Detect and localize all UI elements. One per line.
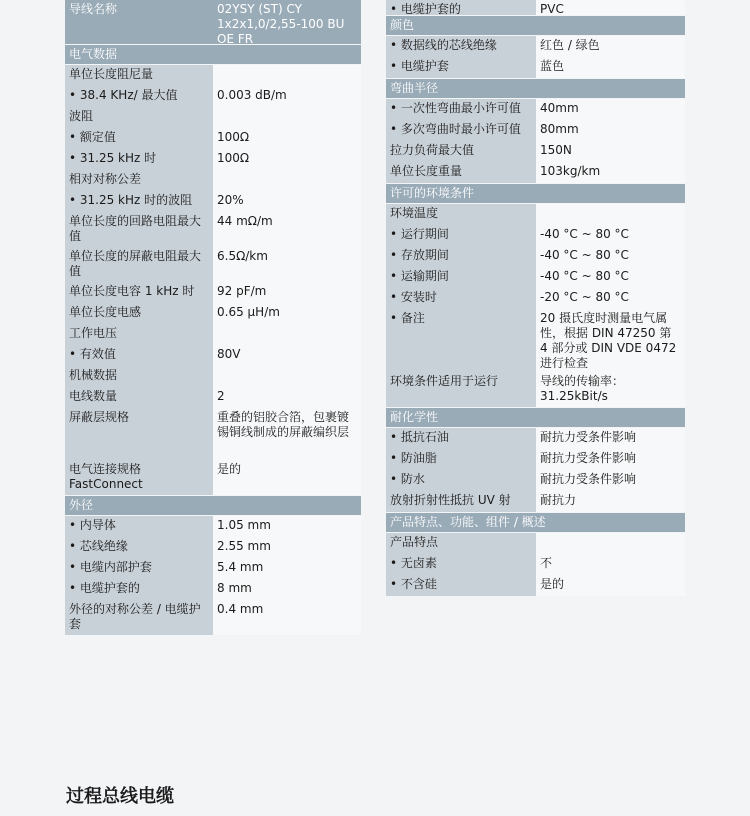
row-value: 40mm — [536, 99, 685, 120]
table-row — [65, 408, 361, 460]
table-row — [65, 128, 361, 149]
row-label: 导线名称 — [65, 0, 213, 44]
row-value: 100Ω — [213, 149, 361, 170]
row-value: 02YSY (ST) CY 1x2x1,0/2,55-100 BU OE FR — [213, 0, 361, 44]
row-value — [213, 324, 361, 345]
row-label: 单位长度的回路电阻最大值 — [65, 212, 213, 247]
section-header: 外径 — [65, 496, 361, 515]
row-label: 单位长度阻尼量 — [65, 65, 213, 86]
table-row — [65, 212, 361, 247]
table-row — [65, 324, 361, 345]
table-header-row — [65, 0, 361, 44]
table-row — [65, 366, 361, 387]
row-value — [213, 65, 361, 86]
row-label: 相对对称公差 — [65, 170, 213, 191]
row-value: 0.65 μH/m — [213, 303, 361, 324]
row-label: 工作电压 — [65, 324, 213, 345]
row-value: 耐抗力受条件影响 — [536, 449, 685, 470]
table-row — [386, 141, 685, 162]
row-value: -40 °C ~ 80 °C — [536, 225, 685, 246]
row-value: 耐抗力 — [536, 491, 685, 512]
row-label: 拉力负荷最大值 — [386, 141, 536, 162]
table-row — [65, 387, 361, 408]
row-value — [536, 204, 685, 225]
table-row — [386, 57, 685, 78]
row-value: 是的 — [213, 460, 361, 495]
row-label: 屏蔽层规格 — [65, 408, 213, 460]
section-title: 过程总线电缆 — [66, 786, 174, 807]
row-value: 0.4 mm — [213, 600, 361, 635]
row-label: • 备注 — [386, 309, 536, 372]
row-label: • 31.25 kHz 时的波阻 — [65, 191, 213, 212]
row-label: • 38.4 KHz/ 最大值 — [65, 86, 213, 107]
row-value: 44 mΩ/m — [213, 212, 361, 247]
row-label: 单位长度电感 — [65, 303, 213, 324]
row-label: 外径的对称公差 / 电缆护套 — [65, 600, 213, 635]
row-value: 红色 / 绿色 — [536, 36, 685, 57]
table-row — [65, 579, 361, 600]
row-label: 波阻 — [65, 107, 213, 128]
table-row — [386, 449, 685, 470]
table-row — [65, 149, 361, 170]
row-value: 100Ω — [213, 128, 361, 149]
row-label: • 31.25 kHz 时 — [65, 149, 213, 170]
row-label: 环境条件适用于运行 — [386, 372, 536, 407]
row-label: 单位长度电容 1 kHz 时 — [65, 282, 213, 303]
row-value: 6.5Ω/km — [213, 247, 361, 282]
row-value: -40 °C ~ 80 °C — [536, 267, 685, 288]
row-value: 导线的传输率：31.25kBit/s — [536, 372, 685, 407]
table-row — [65, 558, 361, 579]
table-row — [386, 533, 685, 554]
row-value: 80V — [213, 345, 361, 366]
row-value — [213, 366, 361, 387]
section-header: 颜色 — [386, 16, 685, 35]
row-label: • 不含硅 — [386, 575, 536, 596]
row-label: 放射折射性抵抗 UV 射 — [386, 491, 536, 512]
table-row — [65, 65, 361, 86]
table-row — [386, 470, 685, 491]
table-row — [65, 600, 361, 635]
row-value: 2 — [213, 387, 361, 408]
section-header: 产品特点、功能、组件 / 概述 — [386, 513, 685, 532]
table-row — [386, 575, 685, 596]
row-label: • 数据线的芯线绝缘 — [386, 36, 536, 57]
table-row — [65, 170, 361, 191]
table-row — [65, 537, 361, 558]
row-label: • 有效值 — [65, 345, 213, 366]
row-label: • 无卤素 — [386, 554, 536, 575]
table-row — [386, 0, 685, 15]
section-header: 弯曲半径 — [386, 79, 685, 98]
row-value: 蓝色 — [536, 57, 685, 78]
row-value: 150N — [536, 141, 685, 162]
section-header: 耐化学性 — [386, 408, 685, 427]
row-value: 0.003 dB/m — [213, 86, 361, 107]
row-label: • 防油脂 — [386, 449, 536, 470]
row-value — [536, 533, 685, 554]
row-label: • 安装时 — [386, 288, 536, 309]
row-value — [213, 170, 361, 191]
table-row — [65, 516, 361, 537]
table-row — [386, 309, 685, 372]
table-row — [65, 460, 361, 495]
row-value: 不 — [536, 554, 685, 575]
section-header: 许可的环境条件 — [386, 184, 685, 203]
table-row — [386, 162, 685, 183]
row-value — [213, 107, 361, 128]
row-label: • 额定值 — [65, 128, 213, 149]
row-value: 20% — [213, 191, 361, 212]
row-value: 耐抗力受条件影响 — [536, 428, 685, 449]
table-row — [65, 303, 361, 324]
table-row — [65, 86, 361, 107]
table-row — [65, 191, 361, 212]
row-label: 单位长度重量 — [386, 162, 536, 183]
row-label: 产品特点 — [386, 533, 536, 554]
row-label: • 内导体 — [65, 516, 213, 537]
row-label: • 一次性弯曲最小许可值 — [386, 99, 536, 120]
table-row — [386, 204, 685, 225]
table-row — [386, 120, 685, 141]
row-value: -40 °C ~ 80 °C — [536, 246, 685, 267]
table-row — [386, 372, 685, 407]
row-label: • 运行期间 — [386, 225, 536, 246]
table-row — [65, 282, 361, 303]
row-value: 是的 — [536, 575, 685, 596]
row-label: • 抵抗石油 — [386, 428, 536, 449]
row-label: • 电缆内部护套 — [65, 558, 213, 579]
table-row — [65, 107, 361, 128]
table-row — [386, 554, 685, 575]
row-label: 环境温度 — [386, 204, 536, 225]
row-value: PVC — [536, 0, 685, 15]
row-value: 8 mm — [213, 579, 361, 600]
row-value: 92 pF/m — [213, 282, 361, 303]
table-row — [386, 225, 685, 246]
row-label: 电气连接规格 FastConnect — [65, 460, 213, 495]
table-row — [386, 267, 685, 288]
table-row — [386, 246, 685, 267]
row-value: 1.05 mm — [213, 516, 361, 537]
table-row — [386, 288, 685, 309]
row-label: • 运输期间 — [386, 267, 536, 288]
row-label: • 防水 — [386, 470, 536, 491]
row-label: • 电缆护套 — [386, 57, 536, 78]
row-label: 单位长度的屏蔽电阻最大值 — [65, 247, 213, 282]
row-value: 80mm — [536, 120, 685, 141]
row-value: 20 摄氏度时测量电气属性，根据 DIN 47250 第 4 部分或 DIN VDE 0472 进行检查 — [536, 309, 685, 372]
table-row — [386, 428, 685, 449]
table-row — [386, 36, 685, 57]
row-label: • 芯线绝缘 — [65, 537, 213, 558]
row-value: 2.55 mm — [213, 537, 361, 558]
table-row — [65, 345, 361, 366]
table-row — [65, 247, 361, 282]
row-value: 耐抗力受条件影响 — [536, 470, 685, 491]
left-spec-table — [65, 0, 361, 635]
row-label: • 电缆护套的 — [386, 0, 536, 15]
section-header: 电气数据 — [65, 45, 361, 64]
row-value: 103kg/km — [536, 162, 685, 183]
row-label: • 多次弯曲时最小许可值 — [386, 120, 536, 141]
row-value: -20 °C ~ 80 °C — [536, 288, 685, 309]
row-value: 5.4 mm — [213, 558, 361, 579]
table-row — [386, 99, 685, 120]
row-value: 重叠的铝胶合箔，包裹镀锡铜线制成的屏蔽编织层 — [213, 408, 361, 460]
row-label: 机械数据 — [65, 366, 213, 387]
right-spec-table — [386, 0, 685, 596]
row-label: • 电缆护套的 — [65, 579, 213, 600]
table-row — [386, 491, 685, 512]
row-label: • 存放期间 — [386, 246, 536, 267]
row-label: 电线数量 — [65, 387, 213, 408]
